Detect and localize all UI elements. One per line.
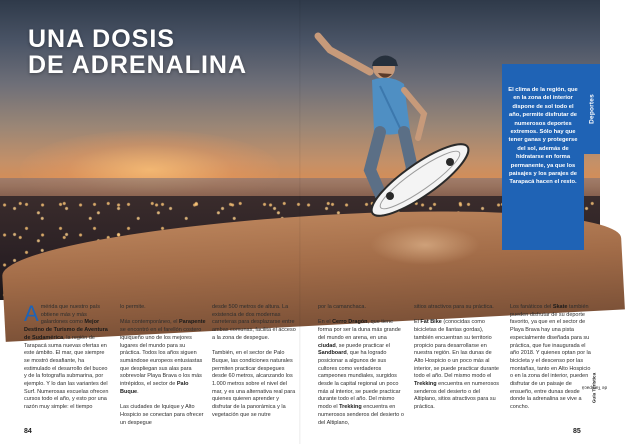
page-number-right: 85 (573, 428, 581, 435)
paragraph-text: , la región de Tarapacá suma nuevas ofertas en este ámbito. El mar, que siempre se mostró desafiante, ha estimulado el desarrollo del buceo y de la fotografía submarina, por ejemplo. Y lo dan las variantes del Surf. Numerosas escuelas ofrecen cursos todo el año, y esto por una razón muy simple: el tiempo (24, 334, 109, 411)
paragraph-bold: Palo Buque (120, 381, 189, 395)
column-5-paragraph-2 (414, 319, 500, 411)
paragraph-text: Los fanáticos del (510, 304, 553, 310)
column-6-paragraph-1 (510, 304, 592, 412)
paragraph-text: Más contemporáneo, el (120, 319, 180, 326)
paragraph-text: , que tiene forma por ser la duna más grande del mundo en arena, en una (318, 319, 401, 341)
column-4-paragraph-1: por la camanchaca. (318, 304, 366, 310)
column-2-paragraph-1: lo permite. (120, 304, 146, 310)
paragraph-text: , se puede practicar el (335, 342, 390, 349)
paragraph-text: mérida que nuestro país obtiene más y más galardones como (40, 304, 101, 326)
paragraph-bold: Trekking (339, 404, 362, 411)
paragraph-bold: Sandboard (318, 350, 347, 357)
paragraph-text: El (414, 319, 421, 326)
paragraph-text: también pueden disfrutar de su deporte favorito, ya que en el sector de Playa Brava hay una pista especialmente diseñada para su práctica, que fue inaugurada el año 2018. Y quienes optan por la bicicleta y el descenso por las montañas, tanto en Alto Hospicio o en la zona del interior, pueden disfrutar de un paisaje de ensueño, entre dunas desde donde la adrenalina se vive a concho. (510, 304, 591, 411)
text-column-4 (318, 304, 404, 427)
title-line-2: DE ADRENALINA (28, 51, 248, 79)
column-2-paragraph-2 (120, 319, 206, 396)
column-4-paragraph-2 (318, 319, 404, 427)
paragraph-text: encuentra en numerosos senderos del desierto o del Altiplano, (318, 404, 404, 426)
callout-box (502, 64, 584, 250)
paragraph-bold: Fat Bike (420, 319, 442, 326)
guide-credit (581, 348, 607, 428)
paragraph-text: En el (318, 319, 333, 326)
page-number-left: 84 (24, 428, 32, 435)
callout-text: El clima de la región, que en la zona del interior dispone de sol todo el año, permite disfrutar de numerosos deportes extremos. Sólo hay que tener ganas y protegerse del sol, además de hidratarse en forma permanente, ya que los paisajes y los parajes de Tarapacá hacen el resto. (508, 87, 578, 186)
title-line-1: UNA DOSIS (28, 25, 175, 53)
column-1-paragraph (24, 301, 110, 412)
section-tab (584, 64, 600, 154)
text-column-2 (120, 304, 206, 427)
text-column-3 (212, 304, 298, 420)
paragraph-bold: ciudad (318, 342, 336, 349)
column-5-paragraph-1: sitios atractivos para su práctica. (414, 304, 494, 310)
guide-region: de Tarapacá (581, 385, 607, 391)
column-3-paragraph-1: desde 500 metros de altura. La existencia de dos modernas carreteras para desplazarse entre ambas comunas, facilita el acceso a la zona de despegue. (212, 304, 296, 341)
section-tab-label: Deportes (588, 94, 596, 124)
guide-credit-text (581, 372, 607, 404)
text-column-1 (24, 301, 110, 412)
paragraph-bold: Parapente (179, 319, 206, 326)
sandboarder-figure (300, 10, 490, 260)
paragraph-text: (conocidas como bicicletas de llantas gordas), también encuentran su territorio propicio para desarrollarse en nuestra región. En las dunas de Alto Hospicio o un poco más al interior, se puede practicar durante todo el año. Del mismo modo el (414, 319, 499, 380)
paragraph-bold: Skate (552, 304, 568, 310)
dropcap: A (24, 301, 39, 326)
paragraph-text: encuentra en numerosos senderos del desierto o del Altiplano, sitios atractivos para su práctica. (414, 381, 499, 411)
guide-name: Guía Turística (591, 372, 597, 404)
page-gutter (299, 0, 301, 444)
paragraph-text: . (137, 388, 139, 395)
paragraph-text: , que ha logrado posicionar a algunos de sus cultores como verdaderos campeones mundiales, surgidos desde la capital regional un poco más al interior, se puede practicar durante todo el año. Del mismo modo el (318, 350, 401, 411)
paragraph-bold: Trekking (414, 381, 437, 388)
paragraph-bold: Mejor Destino de Turismo de Aventura de Sudamérica (24, 319, 108, 341)
text-column-6 (510, 304, 592, 412)
column-2-paragraph-3: Las ciudades de Iquique y Alto Hospicio se conectan para ofrecer un despegue (120, 404, 204, 426)
column-3-paragraph-2: También, en el sector de Palo Buque, las condiciones naturales permiten practicar despegues desde 60 metros, alcanzando los 1.000 metros sobre el nivel del mar, y es una alternativa real para quienes quieren aprender y disfrutar de la panorámica y la vegetación que se nutre (212, 350, 296, 418)
page-title (28, 26, 268, 78)
paragraph-text: se encontró en el farellón costero iquiqueño uno de los mejores lugares del mundo para su práctica. Todos los años siguen sumándose europeos entusiastas que despliegan sus alas para sobrevolar Playa Brava o los más intrépidos, el sector de (120, 327, 203, 388)
paragraph-bold: Cerro Dragón (332, 319, 368, 326)
text-column-5 (414, 304, 500, 412)
